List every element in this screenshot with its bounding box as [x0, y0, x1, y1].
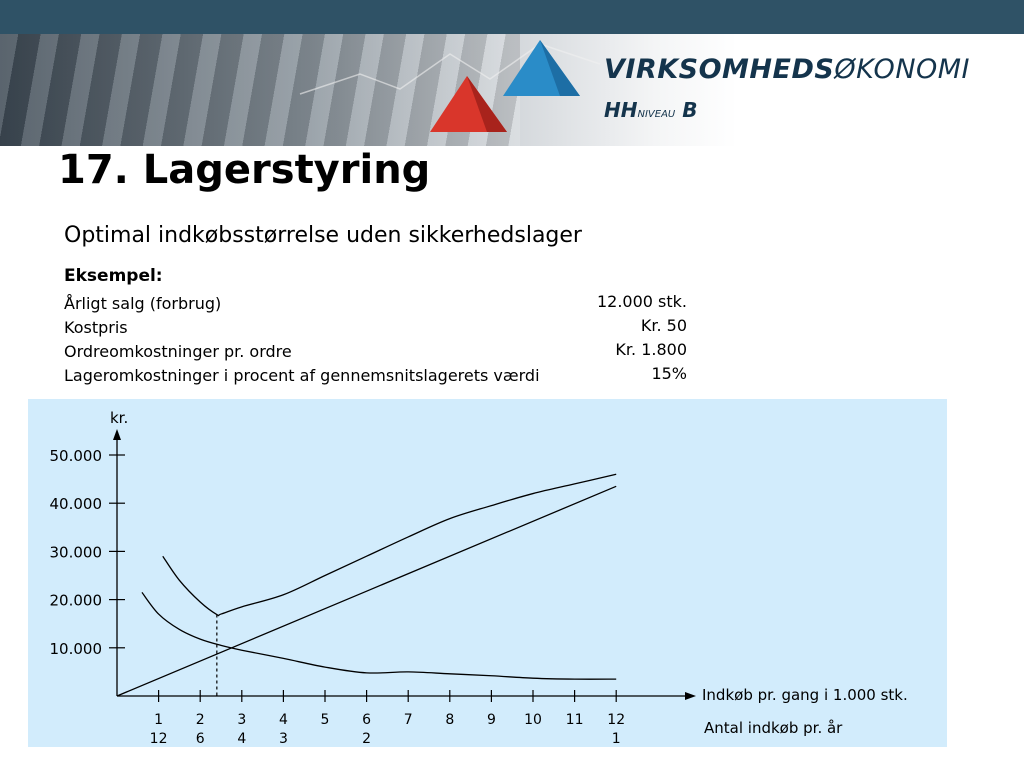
- brand-main: VIRKSOMHEDS: [604, 54, 835, 85]
- brand-level-prefix: HH: [604, 98, 638, 122]
- x-axis-label: Indkøb pr. gang i 1.000 stk.: [702, 686, 908, 704]
- x-tick-label: 3: [237, 712, 247, 728]
- x-tick-label-secondary: 6: [195, 731, 205, 747]
- example-row-value: Kr. 50: [640, 316, 687, 335]
- total-cost-curve: [163, 474, 616, 615]
- order-cost-curve: [142, 592, 616, 679]
- brand-level-suffix: B: [682, 98, 698, 122]
- x-tick-label-secondary: 12: [149, 731, 168, 747]
- chart-panel: [28, 399, 947, 747]
- cost-chart: [28, 399, 947, 747]
- x-tick-label: 9: [486, 712, 496, 728]
- x-tick-label-secondary: 3: [278, 731, 288, 747]
- header-banner: [0, 34, 1024, 146]
- x-axis-arrow: [685, 692, 696, 700]
- example-row-label: Lageromkostninger i procent af gennemsnitslagerets værdi: [64, 366, 540, 385]
- storage-cost-line: [117, 486, 616, 696]
- y-tick-label: 10.000: [49, 639, 102, 658]
- header-graphics: [0, 34, 1024, 146]
- x-tick-label: 8: [445, 712, 455, 728]
- example-row-value: Kr. 1.800: [615, 340, 687, 359]
- example-row-value: 15%: [651, 364, 687, 383]
- section-subtitle: Optimal indkøbsstørrelse uden sikkerhedslager: [64, 223, 582, 248]
- x-tick-label: 2: [195, 712, 205, 728]
- x-tick-label: 7: [403, 712, 413, 728]
- x-tick-label: 4: [278, 712, 288, 728]
- x-axis-label-secondary: Antal indkøb pr. år: [704, 719, 843, 737]
- y-axis-arrow: [113, 429, 121, 440]
- brand-title: [604, 54, 970, 85]
- y-tick-label: 30.000: [49, 543, 102, 562]
- x-tick-label: 12: [607, 712, 626, 728]
- top-bar: [0, 0, 1024, 34]
- x-tick-label: 1: [154, 712, 164, 728]
- y-tick-label: 40.000: [49, 495, 102, 514]
- example-row-label: Årligt salg (forbrug): [64, 294, 222, 313]
- x-tick-label-secondary: 1: [611, 731, 621, 747]
- y-axis-label: kr.: [110, 409, 129, 427]
- brand-level: [604, 98, 697, 122]
- x-tick-label: 10: [524, 712, 542, 728]
- example-row-label: Ordreomkostninger pr. ordre: [64, 342, 292, 361]
- y-tick-label: 50.000: [49, 447, 102, 465]
- x-tick-label: 11: [565, 712, 584, 728]
- example-row-value: 12.000 stk.: [596, 292, 687, 311]
- x-tick-label-secondary: 2: [362, 731, 372, 747]
- y-tick-label: 20.000: [49, 591, 102, 610]
- page-title: 17. Lagerstyring: [58, 147, 431, 193]
- x-tick-label-secondary: 4: [237, 731, 247, 747]
- brand-level-small: NIVEAU: [637, 109, 676, 120]
- example-row-label: Kostpris: [64, 318, 128, 337]
- x-tick-label: 5: [320, 712, 330, 728]
- brand-accent: ØKONOMI: [834, 54, 971, 85]
- example-label: Eksempel:: [64, 266, 163, 286]
- x-tick-label: 6: [362, 712, 372, 728]
